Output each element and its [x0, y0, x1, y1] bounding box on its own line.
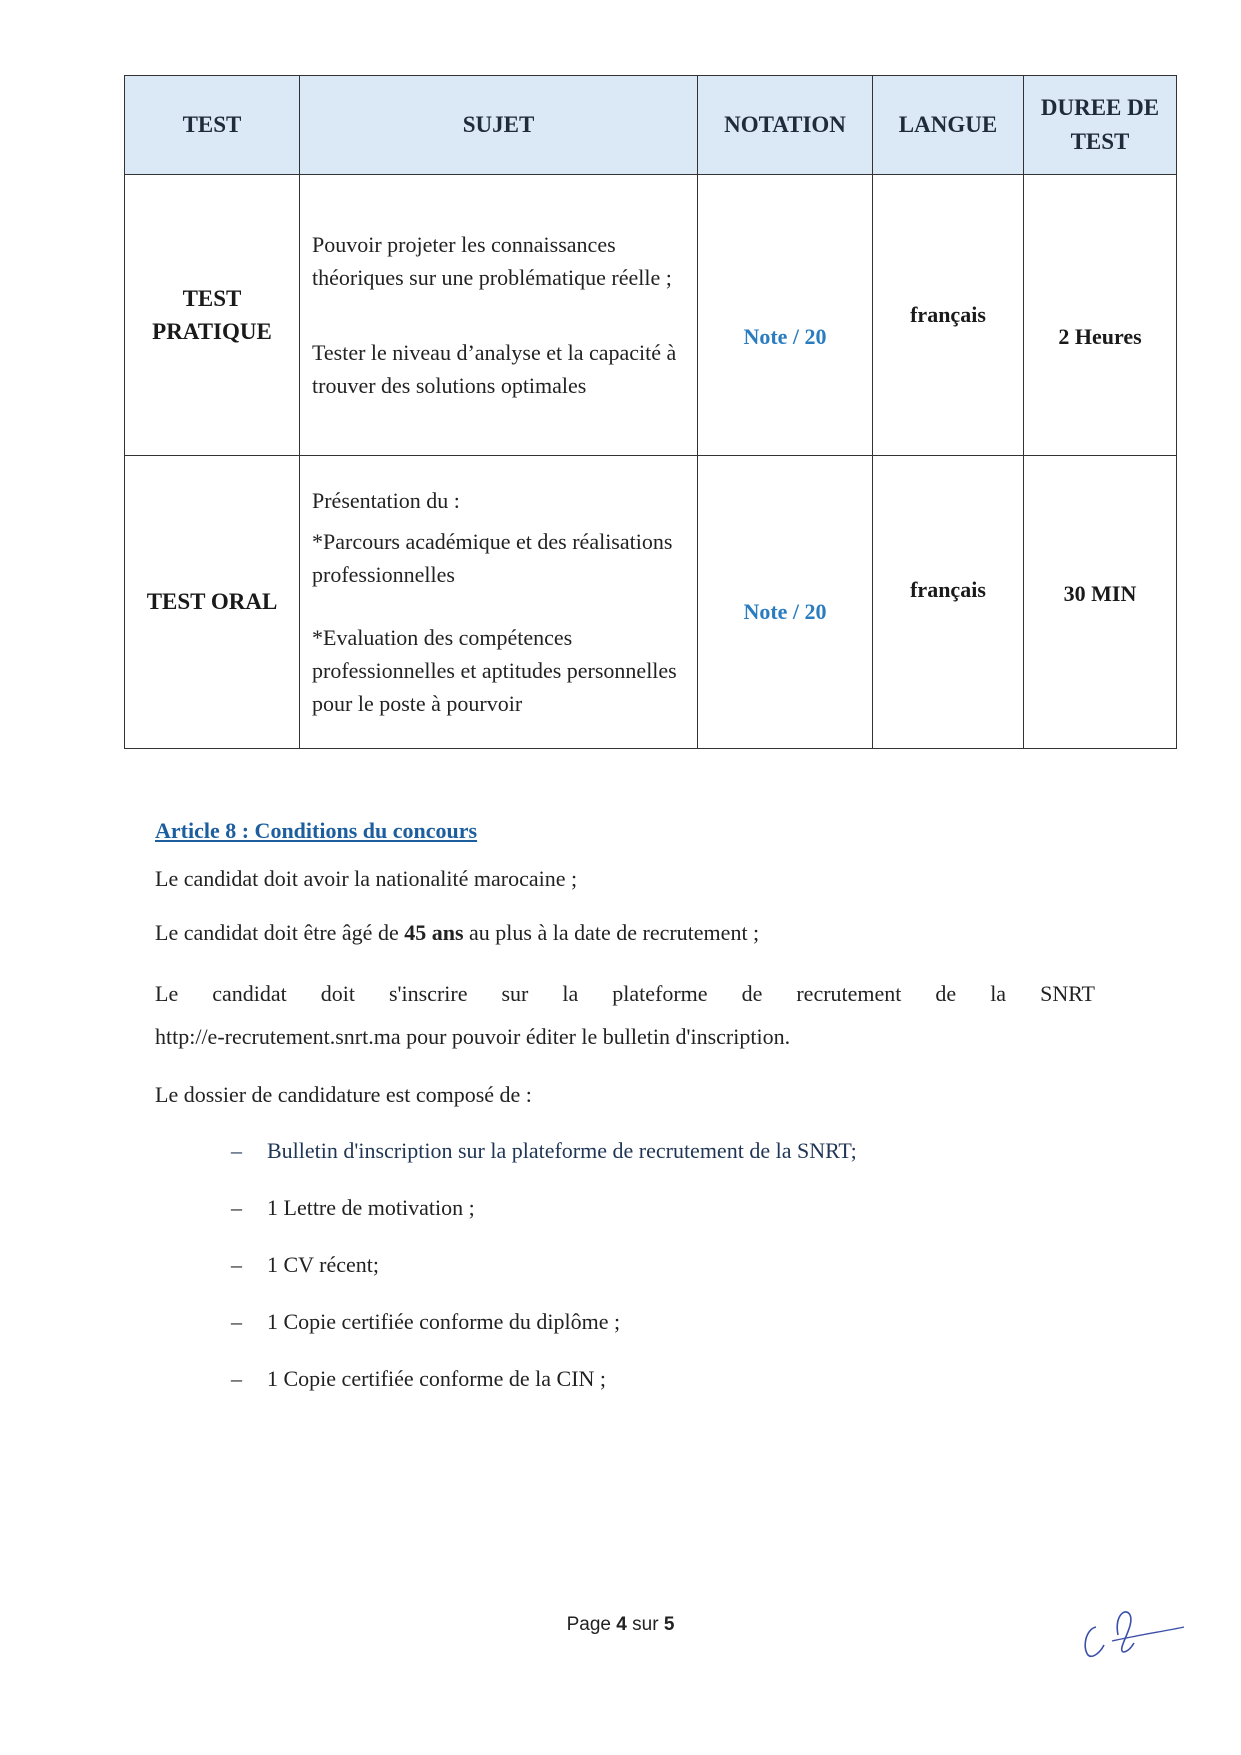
notation-cell [698, 175, 873, 456]
list-item [155, 1250, 1095, 1307]
dash-bullet: – [231, 1195, 242, 1220]
notation-cell [698, 456, 873, 749]
test-name: TEST PRATIQUE [152, 285, 272, 344]
subject-line: Tester le niveau d’analyse et la capacité à trouver des solutions optimales [312, 340, 677, 398]
list-item [155, 1307, 1095, 1364]
test-name: TEST ORAL [146, 589, 278, 615]
dash-bullet: – [231, 1138, 242, 1163]
signature-icon [1078, 1595, 1188, 1665]
subject-cell [300, 175, 698, 456]
article-title: Article 8 : Conditions du concours [155, 818, 478, 843]
footer-page-total: 5 [663, 1614, 675, 1635]
article-8 [155, 818, 1095, 1421]
condition-age-text: Le candidat doit être âgé de [155, 920, 405, 945]
dossier-intro: Le dossier de candidature est composé de : [155, 1082, 532, 1107]
registration-line: Le candidat doit s'inscrire sur la plateforme de recrutement de la SNRT [155, 981, 1095, 1006]
header-notation: NOTATION [698, 76, 873, 175]
page-footer [0, 1614, 1241, 1636]
subject-line: *Parcours académique et des réalisations professionnelles [312, 529, 673, 587]
footer-page-number: 4 [616, 1614, 627, 1635]
subject-cell [300, 456, 698, 749]
exam-table [124, 75, 1177, 749]
dash-bullet: – [231, 1366, 242, 1391]
list-item-text: 1 CV récent; [267, 1252, 380, 1277]
registration-line: http://e-recrutement.snrt.ma pour pouvoir éditer le bulletin d'inscription. [155, 1024, 791, 1049]
footer-page-word: Page [566, 1614, 611, 1635]
langue-value: français [910, 577, 986, 602]
condition-age-text: au plus à la date de recrutement ; [463, 920, 760, 945]
test-name-cell [125, 175, 300, 456]
duree-value: 2 Heures [1058, 324, 1142, 349]
subject-line: Présentation du : [312, 488, 460, 513]
notation-value: Note / 20 [743, 324, 827, 349]
footer-of-word: sur [632, 1614, 659, 1635]
notation-value: Note / 20 [743, 599, 827, 624]
subject-line: Pouvoir projeter les connaissances théoriques sur une problématique réelle ; [312, 232, 672, 290]
langue-cell [873, 175, 1024, 456]
table-row [125, 456, 1177, 749]
header-sujet: SUJET [300, 76, 698, 175]
subject-line: *Evaluation des compétences professionnelles et aptitudes personnelles pour le poste à pourvoir [312, 625, 677, 716]
test-name-cell [125, 456, 300, 749]
duree-value: 30 MIN [1063, 581, 1137, 606]
list-item [155, 1136, 1095, 1193]
dossier-list [155, 1136, 1095, 1421]
header-langue: LANGUE [873, 76, 1024, 175]
condition-age [155, 918, 1095, 948]
header-duree: DUREE DE TEST [1024, 76, 1177, 175]
list-item [155, 1193, 1095, 1250]
table-row [125, 175, 1177, 456]
table-header-row [125, 76, 1177, 175]
langue-cell [873, 456, 1024, 749]
duree-cell [1024, 456, 1177, 749]
list-item [155, 1364, 1095, 1421]
dash-bullet: – [231, 1252, 242, 1277]
header-test: TEST [125, 76, 300, 175]
list-item-text: 1 Copie certifiée conforme du diplôme ; [267, 1309, 621, 1334]
age-limit: 45 ans [404, 920, 464, 945]
duree-cell [1024, 175, 1177, 456]
list-item-text: 1 Copie certifiée conforme de la CIN ; [267, 1366, 607, 1391]
list-item-text: 1 Lettre de motivation ; [267, 1195, 475, 1220]
dash-bullet: – [231, 1309, 242, 1334]
condition-nationality: Le candidat doit avoir la nationalité marocaine ; [155, 866, 578, 891]
condition-registration [155, 972, 1095, 1058]
langue-value: français [910, 302, 986, 327]
list-item-text: Bulletin d'inscription sur la plateforme de recrutement de la SNRT; [267, 1138, 857, 1163]
